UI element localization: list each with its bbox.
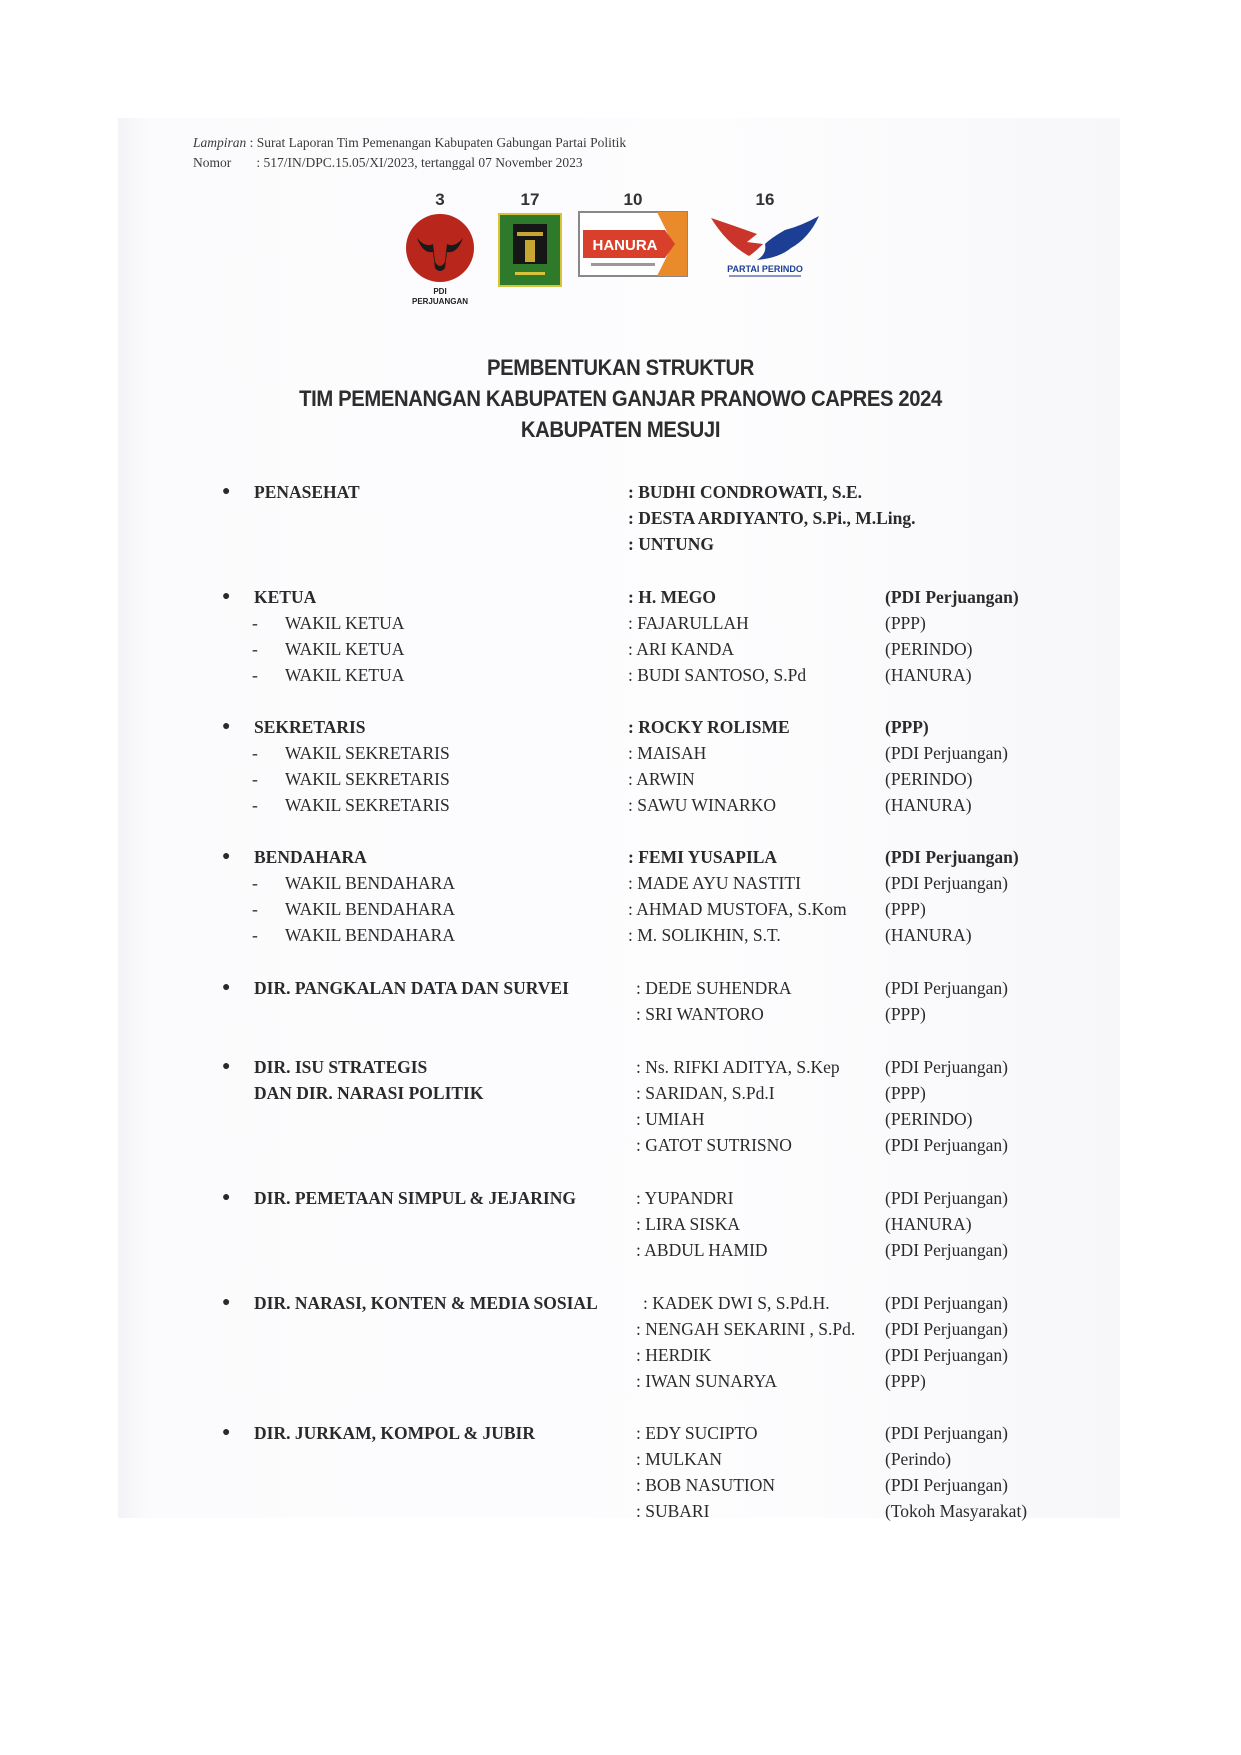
member-name: : SAWU WINARKO xyxy=(628,795,776,815)
table-row xyxy=(0,714,1241,740)
role-label: DIR. NARASI, KONTEN & MEDIA SOSIAL xyxy=(254,1293,598,1313)
member-party: (Perindo) xyxy=(885,1449,952,1469)
sub-role-label: WAKIL SEKRETARIS xyxy=(285,743,450,763)
member-name: : EDY SUCIPTO xyxy=(636,1423,758,1443)
bullet-icon: ● xyxy=(222,1059,231,1074)
member-name: : ARI KANDA xyxy=(628,639,734,659)
sub-role-label: WAKIL KETUA xyxy=(285,665,405,685)
member-party: (PDI Perjuangan) xyxy=(885,1345,1008,1365)
member-party: (HANURA) xyxy=(885,1214,972,1234)
table-row xyxy=(0,1106,1241,1132)
logo-perindo xyxy=(705,190,825,285)
party-number: 17 xyxy=(520,190,540,209)
member-name: : DEDE SUHENDRA xyxy=(636,978,792,998)
kaaba-icon xyxy=(495,210,565,290)
member-party: (PERINDO) xyxy=(885,639,973,659)
role-label: DIR. JURKAM, KOMPOL & JUBIR xyxy=(254,1423,535,1443)
member-party: (PDI Perjuangan) xyxy=(885,587,1019,607)
dash-icon: - xyxy=(252,769,258,789)
table-row xyxy=(0,1316,1241,1342)
sub-role-label: WAKIL SEKRETARIS xyxy=(285,769,450,789)
sub-role-label: WAKIL KETUA xyxy=(285,639,405,659)
table-row xyxy=(0,870,1241,896)
member-party: (PDI Perjuangan) xyxy=(885,847,1019,867)
member-name: : HERDIK xyxy=(636,1345,712,1365)
table-row xyxy=(0,1368,1241,1394)
table-row xyxy=(0,662,1241,688)
member-party: (PDI Perjuangan) xyxy=(885,873,1008,893)
lampiran-label: Lampiran xyxy=(193,135,247,150)
member-name: : SRI WANTORO xyxy=(636,1004,764,1024)
member-name: : SARIDAN, S.Pd.I xyxy=(636,1083,775,1103)
role-label: DIR. ISU STRATEGIS xyxy=(254,1057,428,1077)
member-party: (PPP) xyxy=(885,899,926,919)
table-row xyxy=(0,1237,1241,1263)
sub-role-label: WAKIL KETUA xyxy=(285,613,405,633)
member-name: : IWAN SUNARYA xyxy=(636,1371,777,1391)
table-row xyxy=(0,740,1241,766)
table-row xyxy=(0,1342,1241,1368)
role-label-line-2: DAN DIR. NARASI POLITIK xyxy=(254,1083,484,1103)
table-row xyxy=(0,1420,1241,1446)
table-row xyxy=(0,636,1241,662)
member-party: (PDI Perjuangan) xyxy=(885,1188,1008,1208)
member-name: : ARWIN xyxy=(628,769,695,789)
dash-icon: - xyxy=(252,665,258,685)
table-row xyxy=(0,844,1241,870)
dash-icon: - xyxy=(252,613,258,633)
party-logos xyxy=(395,190,855,320)
bull-icon xyxy=(395,210,485,310)
member-party: (PDI Perjuangan) xyxy=(885,1057,1008,1077)
dash-icon: - xyxy=(252,743,258,763)
member-party: (PERINDO) xyxy=(885,769,973,789)
bullet-icon: ● xyxy=(222,980,231,995)
table-row xyxy=(0,1001,1241,1027)
table-row xyxy=(0,1185,1241,1211)
member-party: (Tokoh Masyarakat) xyxy=(885,1501,1028,1521)
member-party: (PPP) xyxy=(885,717,929,737)
member-party: (PDI Perjuangan) xyxy=(885,1423,1008,1443)
role-label: PENASEHAT xyxy=(254,482,360,502)
member-name: : FAJARULLAH xyxy=(628,613,749,633)
member-name: : SUBARI xyxy=(636,1501,710,1521)
member-party: (HANURA) xyxy=(885,665,972,685)
member-party: (PDI Perjuangan) xyxy=(885,743,1008,763)
member-name: : ROCKY ROLISME xyxy=(628,717,790,737)
logo-label: PARTAI PERINDO xyxy=(727,264,803,274)
bullet-icon: ● xyxy=(222,589,231,604)
member-name: : LIRA SISKA xyxy=(636,1214,741,1234)
bullet-icon: ● xyxy=(222,849,231,864)
logo-pdi-perjuangan xyxy=(395,190,485,315)
table-row xyxy=(0,531,1241,557)
bullet-icon: ● xyxy=(222,484,231,499)
member-party: (PDI Perjuangan) xyxy=(885,1475,1008,1495)
member-name: : BUDI SANTOSO, S.Pd xyxy=(628,665,807,685)
party-number: 3 xyxy=(435,190,445,209)
member-name: : UNTUNG xyxy=(628,534,715,554)
table-row xyxy=(0,922,1241,948)
member-name: : AHMAD MUSTOFA, S.Kom xyxy=(628,899,847,919)
title-line-1: PEMBENTUKAN STRUKTUR xyxy=(486,355,755,380)
table-row xyxy=(0,766,1241,792)
nomor-line xyxy=(193,153,583,173)
sub-role-label: WAKIL BENDAHARA xyxy=(285,899,455,919)
role-label: SEKRETARIS xyxy=(254,717,366,737)
member-name: : MADE AYU NASTITI xyxy=(628,873,801,893)
member-name: : H. MEGO xyxy=(628,587,716,607)
member-name: : BUDHI CONDROWATI, S.E. xyxy=(628,482,863,502)
table-row xyxy=(0,1211,1241,1237)
dash-icon: - xyxy=(252,925,258,945)
table-row xyxy=(0,975,1241,1001)
table-row xyxy=(0,1472,1241,1498)
member-name: : UMIAH xyxy=(636,1109,705,1129)
member-party: (PDI Perjuangan) xyxy=(885,1240,1008,1260)
member-name: : DESTA ARDIYANTO, S.Pi., M.Ling. xyxy=(628,508,916,528)
logo-hanura xyxy=(577,190,689,285)
member-party: (HANURA) xyxy=(885,925,972,945)
member-name: : YUPANDRI xyxy=(636,1188,734,1208)
bullet-icon: ● xyxy=(222,1190,231,1205)
table-row xyxy=(0,1498,1241,1524)
member-party: (PERINDO) xyxy=(885,1109,973,1129)
dash-icon: - xyxy=(252,639,258,659)
member-party: (PPP) xyxy=(885,613,926,633)
sub-role-label: WAKIL BENDAHARA xyxy=(285,873,455,893)
member-party: (PPP) xyxy=(885,1083,926,1103)
member-name: : KADEK DWI S, S.Pd.H. xyxy=(643,1293,830,1313)
member-party: (PDI Perjuangan) xyxy=(885,1293,1008,1313)
hanura-flag-icon xyxy=(577,210,689,280)
dash-icon: - xyxy=(252,795,258,815)
bullet-icon: ● xyxy=(222,719,231,734)
table-row xyxy=(0,1054,1241,1080)
member-party: (HANURA) xyxy=(885,795,972,815)
logo-sub: PERJUANGAN xyxy=(411,297,469,306)
dash-icon: - xyxy=(252,899,258,919)
member-party: (PPP) xyxy=(885,1371,926,1391)
member-name: : MULKAN xyxy=(636,1449,723,1469)
table-row xyxy=(0,896,1241,922)
member-name: : FEMI YUSAPILA xyxy=(628,847,778,867)
sub-role-label: WAKIL BENDAHARA xyxy=(285,925,455,945)
role-label: DIR. PANGKALAN DATA DAN SURVEI xyxy=(254,978,569,998)
table-row xyxy=(0,792,1241,818)
member-name: : BOB NASUTION xyxy=(636,1475,776,1495)
table-row xyxy=(0,584,1241,610)
member-name: : ABDUL HAMID xyxy=(636,1240,768,1260)
role-label: KETUA xyxy=(254,587,317,607)
lampiran-value: : Surat Laporan Tim Pemenangan Kabupaten Gabungan Partai Politik xyxy=(249,135,627,150)
logo-label: HANURA xyxy=(592,237,658,254)
eagle-icon xyxy=(705,210,825,280)
member-party: (PDI Perjuangan) xyxy=(885,978,1008,998)
table-row xyxy=(0,610,1241,636)
member-party: (PDI Perjuangan) xyxy=(885,1135,1008,1155)
table-row xyxy=(0,1132,1241,1158)
member-name: : Ns. RIFKI ADITYA, S.Kep xyxy=(636,1057,840,1077)
member-name: : MAISAH xyxy=(628,743,707,763)
role-label: DIR. PEMETAAN SIMPUL & JEJARING xyxy=(254,1188,576,1208)
logo-label: PDI xyxy=(433,287,447,296)
logo-ppp xyxy=(495,190,565,295)
party-number: 10 xyxy=(623,190,643,209)
lampiran-line xyxy=(193,133,626,153)
dash-icon: - xyxy=(252,873,258,893)
role-label: BENDAHARA xyxy=(254,847,367,867)
bullet-icon: ● xyxy=(222,1295,231,1310)
nomor-label: Nomor xyxy=(193,155,232,170)
title-line-2: TIM PEMENANGAN KABUPATEN GANJAR PRANOWO CAPRES 2024 xyxy=(299,386,942,411)
table-row xyxy=(0,479,1241,505)
sub-role-label: WAKIL SEKRETARIS xyxy=(285,795,450,815)
nomor-value: : 517/IN/DPC.15.05/XI/2023, tertanggal 07 November 2023 xyxy=(256,155,583,170)
bullet-icon: ● xyxy=(222,1425,231,1440)
table-row xyxy=(0,1290,1241,1316)
member-name: : M. SOLIKHIN, S.T. xyxy=(628,925,781,945)
party-number: 16 xyxy=(755,190,775,209)
table-row xyxy=(0,1446,1241,1472)
title-line-3: KABUPATEN MESUJI xyxy=(520,417,721,442)
member-name: : GATOT SUTRISNO xyxy=(636,1135,792,1155)
member-party: (PPP) xyxy=(885,1004,926,1024)
member-name: : NENGAH SEKARINI , S.Pd. xyxy=(636,1319,856,1339)
member-party: (PDI Perjuangan) xyxy=(885,1319,1008,1339)
table-row xyxy=(0,505,1241,531)
table-row xyxy=(0,1080,1241,1106)
